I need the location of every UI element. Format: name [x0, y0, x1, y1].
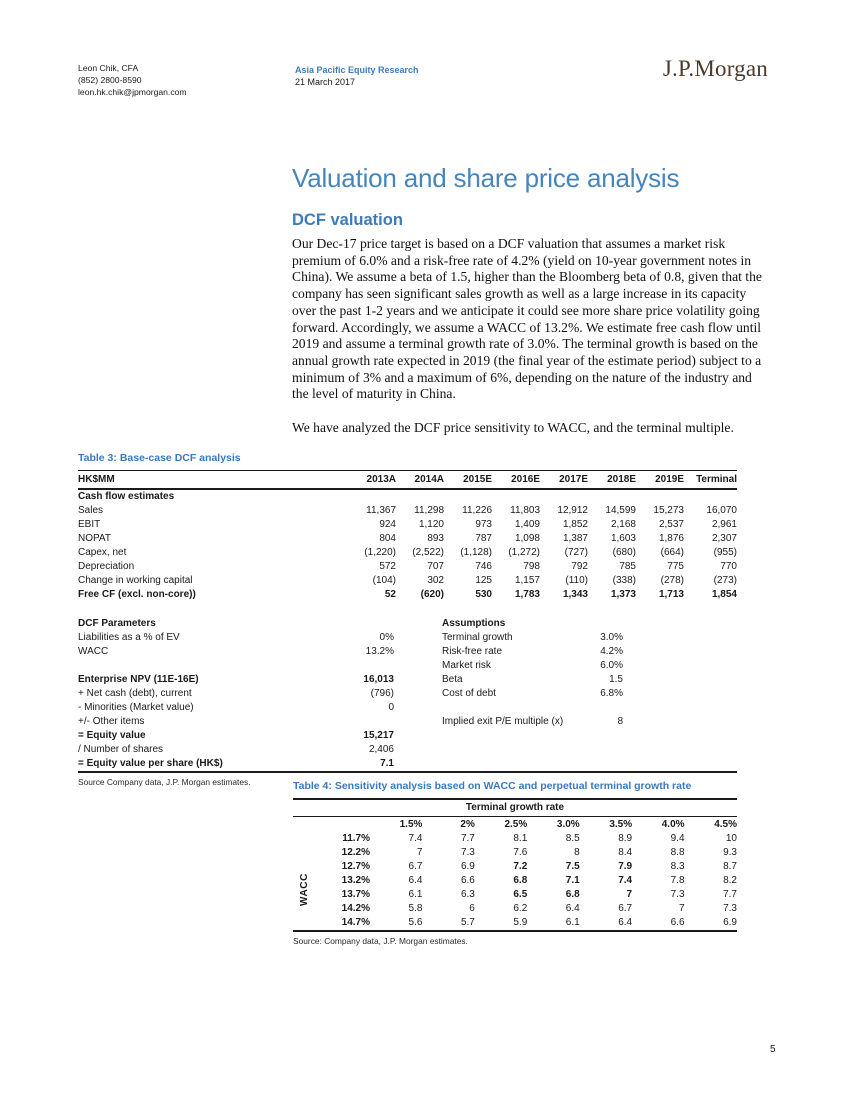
- sensitivity-cell: 9.3: [723, 847, 737, 858]
- body-text: [292, 236, 769, 454]
- analyst-contact-block: [78, 62, 187, 98]
- sensitivity-cell: 7.3: [670, 889, 685, 900]
- column-header-year: 2016E: [492, 471, 540, 490]
- value-cell: 787: [475, 533, 492, 544]
- sensitivity-cell: 5.7: [460, 917, 475, 928]
- value-cell: (1,220): [364, 547, 396, 558]
- column-header-growth-rate: 2%: [460, 819, 475, 830]
- sensitivity-cell: 7: [416, 847, 423, 858]
- assumptions-header: Assumptions: [442, 618, 506, 629]
- row-label: EBIT: [78, 519, 101, 530]
- sensitivity-cell: 6.9: [723, 917, 737, 928]
- sensitivity-cell: 6.6: [460, 875, 475, 886]
- column-header-unit: HK$MM: [78, 471, 348, 490]
- sensitivity-cell: 7: [678, 903, 685, 914]
- sensitivity-cell: 8.5: [565, 833, 580, 844]
- sensitivity-cell: 7.7: [723, 889, 737, 900]
- assumption-value: 1.5: [609, 674, 623, 685]
- column-header-year: 2015E: [444, 471, 492, 490]
- sensitivity-cell: 7.4: [408, 833, 423, 844]
- sensitivity-cell: 5.9: [513, 917, 528, 928]
- value-cell: 1,603: [610, 533, 636, 544]
- assumption-label: [442, 757, 580, 772]
- sensitivity-cell: 7.3: [723, 903, 737, 914]
- parameter-value: [348, 659, 394, 673]
- sensitivity-row: [293, 888, 737, 902]
- sensitivity-cell: 6.5: [513, 889, 528, 900]
- column-header-year: 2019E: [636, 471, 684, 490]
- sensitivity-cell: 8.3: [670, 861, 685, 872]
- spacer-cell: [623, 617, 737, 631]
- spacer-cell: [394, 743, 442, 757]
- assumption-value: 3.0%: [600, 632, 623, 643]
- analyst-email: leon.hk.chik@jpmorgan.com: [78, 87, 187, 97]
- column-header-growth-rate: 2.5%: [504, 819, 528, 830]
- value-cell: 1,157: [514, 575, 540, 586]
- spacer-cell: [623, 673, 737, 687]
- value-cell: (620): [420, 589, 444, 600]
- value-cell: 785: [619, 561, 636, 572]
- value-cell: 1,343: [562, 589, 588, 600]
- column-header-year: 2013A: [348, 471, 396, 490]
- assumption-label: Beta: [442, 674, 463, 685]
- sensitivity-cell: 7.1: [565, 875, 580, 886]
- column-header-growth-rate: 4.5%: [714, 819, 737, 830]
- value-cell: 1,852: [562, 519, 588, 530]
- value-cell: 770: [720, 561, 737, 572]
- table4-body: [293, 832, 737, 931]
- parameter-label: - Minorities (Market value): [78, 702, 194, 713]
- value-cell: 1,387: [562, 533, 588, 544]
- assumption-label: Implied exit P/E multiple (x): [442, 716, 564, 727]
- value-cell: 11,367: [366, 505, 396, 516]
- parameter-label: Enterprise NPV (11E-16E): [78, 674, 199, 685]
- assumption-value: 8: [617, 716, 623, 727]
- group-header-terminal-growth-rate: Terminal growth rate: [293, 799, 737, 817]
- assumption-label: Cost of debt: [442, 688, 496, 699]
- assumption-value: 4.2%: [600, 646, 623, 657]
- value-cell: 11,803: [510, 505, 540, 516]
- sensitivity-cell: 10: [725, 833, 737, 844]
- sensitivity-cell: 6.1: [408, 889, 423, 900]
- assumption-label: Market risk: [442, 660, 491, 671]
- sensitivity-cell: 7.8: [670, 875, 685, 886]
- dcf-parameters-header: DCF Parameters: [78, 618, 156, 629]
- table-row: [78, 560, 737, 574]
- value-cell: 804: [379, 533, 396, 544]
- section-label-cash-flow-estimates: Cash flow estimates: [78, 491, 175, 502]
- research-header-block: [295, 64, 419, 88]
- value-cell: 775: [667, 561, 684, 572]
- sensitivity-cell: 6: [469, 903, 475, 914]
- sensitivity-cell: 7.3: [460, 847, 475, 858]
- wacc-value: 12.7%: [341, 861, 370, 872]
- table-row: [78, 532, 737, 546]
- parameter-row: [78, 673, 737, 687]
- spacer-cell: [394, 701, 442, 715]
- sensitivity-table: [293, 798, 737, 932]
- value-cell: 798: [523, 561, 540, 572]
- value-cell: 1,783: [514, 589, 540, 600]
- table4-head: [293, 799, 737, 832]
- sensitivity-cell: 6.9: [460, 861, 475, 872]
- page-title: Valuation and share price analysis: [292, 163, 680, 193]
- sensitivity-cell: 8.2: [723, 875, 737, 886]
- jpmorgan-logo: J.P.Morgan: [662, 56, 768, 81]
- wacc-value: 13.2%: [341, 875, 370, 886]
- sensitivity-cell: 7.4: [618, 875, 633, 886]
- sensitivity-row: [293, 916, 737, 931]
- sensitivity-cell: 6.2: [513, 903, 528, 914]
- report-date: 21 March 2017: [295, 77, 356, 87]
- column-header-growth-rate: 1.5%: [399, 819, 423, 830]
- page-number: 5: [770, 1044, 776, 1055]
- sensitivity-cell: 5.8: [408, 903, 423, 914]
- sensitivity-cell: 9.4: [670, 833, 685, 844]
- column-header-blank: [293, 817, 370, 833]
- table3-section-row: [78, 489, 737, 504]
- sensitivity-cell: 7.9: [618, 861, 633, 872]
- spacer-cell: [623, 743, 737, 757]
- value-cell: 15,273: [653, 505, 684, 516]
- value-cell: 302: [427, 575, 444, 586]
- value-cell: 125: [475, 575, 492, 586]
- spacer-cell: [623, 659, 737, 673]
- assumption-value: [580, 701, 623, 715]
- parameter-label: [78, 659, 348, 673]
- value-cell: 1,409: [514, 519, 540, 530]
- wacc-value: 14.2%: [341, 903, 370, 914]
- row-label: Capex, net: [78, 547, 127, 558]
- value-cell: 11,298: [414, 505, 444, 516]
- row-label: Free CF (excl. non-core)): [78, 589, 196, 600]
- spacer-cell: [623, 729, 737, 743]
- spacer-cell: [394, 757, 442, 772]
- value-cell: (110): [565, 575, 588, 586]
- column-header-year: Terminal: [684, 471, 737, 490]
- value-cell: 12,912: [557, 505, 588, 516]
- table-row: [78, 574, 737, 588]
- parameter-row: [78, 715, 737, 729]
- spacer-cell: [394, 715, 442, 729]
- value-cell: 893: [427, 533, 444, 544]
- value-cell: (664): [660, 547, 684, 558]
- column-header-year: 2018E: [588, 471, 636, 490]
- assumption-label: Terminal growth: [442, 632, 513, 643]
- parameter-value: 13.2%: [365, 646, 394, 657]
- value-cell: (104): [372, 575, 396, 586]
- value-cell: (1,272): [508, 547, 540, 558]
- sensitivity-row: [293, 832, 737, 846]
- value-cell: 2,168: [610, 519, 636, 530]
- table4-block: [293, 780, 737, 946]
- spacer-cell: [394, 645, 442, 659]
- spacer-cell: [580, 617, 623, 631]
- parameter-row: [78, 701, 737, 715]
- sensitivity-cell: 6.6: [670, 917, 685, 928]
- column-header-year: 2014A: [396, 471, 444, 490]
- parameter-value: 2,406: [368, 744, 394, 755]
- sensitivity-cell: 7: [626, 889, 633, 900]
- parameter-value: 0: [388, 702, 394, 713]
- value-cell: 707: [427, 561, 444, 572]
- spacer-cell: [623, 631, 737, 645]
- spacer-cell: [623, 715, 737, 729]
- value-cell: (278): [660, 575, 684, 586]
- parameters-header-row: [78, 617, 737, 631]
- wacc-value: 11.7%: [342, 833, 370, 844]
- value-cell: (338): [612, 575, 636, 586]
- sensitivity-cell: 6.7: [408, 861, 423, 872]
- parameter-row: [78, 645, 737, 659]
- parameter-row: [78, 687, 737, 701]
- sensitivity-cell: 6.4: [618, 917, 633, 928]
- assumption-value: 6.0%: [600, 660, 623, 671]
- table-row: [78, 518, 737, 532]
- wacc-axis-label: WACC: [299, 873, 310, 906]
- sensitivity-cell: 8.7: [723, 861, 737, 872]
- value-cell: 11,226: [462, 505, 492, 516]
- table-row: [78, 588, 737, 602]
- row-label: Sales: [78, 505, 104, 516]
- table3-header-row: [78, 471, 737, 490]
- research-division: Asia Pacific Equity Research: [295, 65, 419, 75]
- column-header-year: 2017E: [540, 471, 588, 490]
- value-cell: 14,599: [605, 505, 636, 516]
- assumption-value: 6.8%: [600, 688, 623, 699]
- sensitivity-cell: 5.6: [408, 917, 423, 928]
- value-cell: (1,128): [460, 547, 492, 558]
- sensitivity-cell: 7.2: [513, 861, 528, 872]
- parameter-label: Liabilities as a % of EV: [78, 632, 180, 643]
- row-label: Change in working capital: [78, 575, 193, 586]
- assumption-label: [442, 743, 580, 757]
- table3-caption: Table 3: Base-case DCF analysis: [78, 452, 241, 464]
- parameter-value: 15,217: [363, 730, 394, 741]
- wacc-value: 13.7%: [341, 889, 370, 900]
- value-cell: 52: [384, 589, 396, 600]
- sensitivity-cell: 7.7: [460, 833, 475, 844]
- wacc-value: 14.7%: [341, 917, 370, 928]
- sensitivity-cell: 8.4: [618, 847, 633, 858]
- assumption-label: [442, 729, 580, 743]
- assumption-value: [580, 743, 623, 757]
- assumption-label: [442, 701, 580, 715]
- row-label: Depreciation: [78, 561, 135, 572]
- sensitivity-row: [293, 846, 737, 860]
- spacer-cell: [394, 729, 442, 743]
- sensitivity-cell: 6.4: [408, 875, 423, 886]
- value-cell: (273): [713, 575, 737, 586]
- sensitivity-row: [293, 902, 737, 916]
- spacer-cell: [394, 673, 442, 687]
- parameter-label: + Net cash (debt), current: [78, 688, 192, 699]
- parameter-value: [348, 715, 394, 729]
- table-row: [78, 546, 737, 560]
- parameter-label: +/- Other items: [78, 716, 145, 727]
- value-cell: 1,120: [418, 519, 444, 530]
- value-cell: 792: [571, 561, 588, 572]
- table3-block: [78, 452, 737, 787]
- parameter-label: WACC: [78, 646, 109, 657]
- value-cell: (680): [612, 547, 636, 558]
- column-header-growth-rate: 3.5%: [609, 819, 633, 830]
- parameter-value: 16,013: [363, 674, 394, 685]
- parameter-row: [78, 757, 737, 772]
- value-cell: 973: [475, 519, 492, 530]
- dcf-parameters-table: [78, 617, 737, 773]
- spacer-cell: [623, 645, 737, 659]
- sensitivity-cell: 6.4: [565, 903, 580, 914]
- spacer-cell: [394, 659, 442, 673]
- base-case-dcf-table: [78, 470, 737, 602]
- value-cell: 1,854: [711, 589, 737, 600]
- value-cell: (2,522): [412, 547, 444, 558]
- sensitivity-row: [293, 860, 737, 874]
- sensitivity-cell: 6.8: [513, 875, 528, 886]
- table4-column-header-row: [293, 817, 737, 833]
- dcf-parameters-body: [78, 617, 737, 772]
- sensitivity-cell: 6.1: [565, 917, 580, 928]
- table4-caption: Table 4: Sensitivity analysis based on WACC and perpetual terminal growth rate: [293, 780, 692, 792]
- value-cell: 16,070: [706, 505, 737, 516]
- table3-body: [78, 489, 737, 602]
- sensitivity-cell: 6.8: [565, 889, 580, 900]
- sensitivity-cell: 7.5: [565, 861, 580, 872]
- assumption-label: Risk-free rate: [442, 646, 503, 657]
- table4-group-header-row: [293, 799, 737, 817]
- sensitivity-row: [293, 874, 737, 888]
- value-cell: (955): [713, 547, 737, 558]
- table3-source-note: Source Company data, J.P. Morgan estimates.: [78, 777, 251, 787]
- parameter-label: / Number of shares: [78, 744, 164, 755]
- value-cell: 2,307: [711, 533, 737, 544]
- spacer-cell: [394, 687, 442, 701]
- value-cell: 1,373: [610, 589, 636, 600]
- parameter-value: 0%: [379, 632, 394, 643]
- parameter-value: (796): [370, 688, 394, 699]
- paragraph-dcf-assumptions: Our Dec-17 price target is based on a DCF valuation that assumes a market risk premium of 6.0% and a risk-free rate of 4.2% (yield on 10-year government notes in China). We assume a beta of 1.5, higher than the Bloomberg beta of 0.8, given that the company has seen significant sales growth as well as a large increase in its capacity over the past 1-2 years and we anticipate it could see more share price volatility going forward. Accordingly, we assume a WACC of 13.2%. We estimate free cash flow until 2019 and assume a terminal growth rate of 3.0%. The terminal growth is based on the annual growth rate expected in 2019 (the final year of the estimate period) subject to a minimum of 3% and a maximum of 6%, depending on the nature of the industry and the level of maturity in China.: [292, 236, 762, 402]
- sensitivity-cell: 7.6: [513, 847, 528, 858]
- spacer-cell: [394, 631, 442, 645]
- parameter-row: [78, 631, 737, 645]
- value-cell: 2,537: [658, 519, 684, 530]
- value-cell: 746: [475, 561, 492, 572]
- table-row: [78, 504, 737, 518]
- value-cell: 924: [379, 519, 396, 530]
- sensitivity-cell: 8.8: [670, 847, 685, 858]
- row-label: NOPAT: [78, 533, 111, 544]
- column-header-growth-rate: 3.0%: [556, 819, 580, 830]
- value-cell: 1,098: [514, 533, 540, 544]
- sensitivity-cell: 6.7: [618, 903, 633, 914]
- value-cell: (727): [564, 547, 588, 558]
- spacer-cell: [623, 701, 737, 715]
- sensitivity-cell: 8.9: [618, 833, 633, 844]
- table4-source-note: Source: Company data, J.P. Morgan estimates.: [293, 936, 468, 946]
- parameter-value: 7.1: [380, 758, 394, 769]
- parameter-label: = Equity value: [78, 730, 146, 741]
- spacer-cell: [623, 757, 737, 772]
- analyst-phone: (852) 2800-8590: [78, 75, 142, 85]
- sensitivity-cell: 8: [574, 847, 580, 858]
- section-heading-dcf-valuation: DCF valuation: [292, 211, 403, 229]
- analyst-name: Leon Chik, CFA: [78, 63, 139, 73]
- spacer-cell: [623, 687, 737, 701]
- column-header-growth-rate: 4.0%: [661, 819, 685, 830]
- value-cell: 530: [475, 589, 492, 600]
- spacer-cell: [348, 617, 394, 631]
- value-cell: 2,961: [711, 519, 737, 530]
- parameter-row: [78, 729, 737, 743]
- parameter-row: [78, 659, 737, 673]
- parameter-label: = Equity value per share (HK$): [78, 758, 223, 769]
- value-cell: 1,713: [658, 589, 684, 600]
- value-cell: 1,876: [658, 533, 684, 544]
- parameter-row: [78, 743, 737, 757]
- sensitivity-cell: 6.3: [460, 889, 475, 900]
- spacer-cell: [394, 617, 442, 631]
- assumption-value: [580, 729, 623, 743]
- sensitivity-cell: 8.1: [513, 833, 528, 844]
- paragraph-sensitivity-intro: We have analyzed the DCF price sensitivity to WACC, and the terminal multiple.: [292, 420, 734, 436]
- assumption-value: [580, 757, 623, 772]
- wacc-value: 12.2%: [341, 847, 370, 858]
- value-cell: 572: [379, 561, 396, 572]
